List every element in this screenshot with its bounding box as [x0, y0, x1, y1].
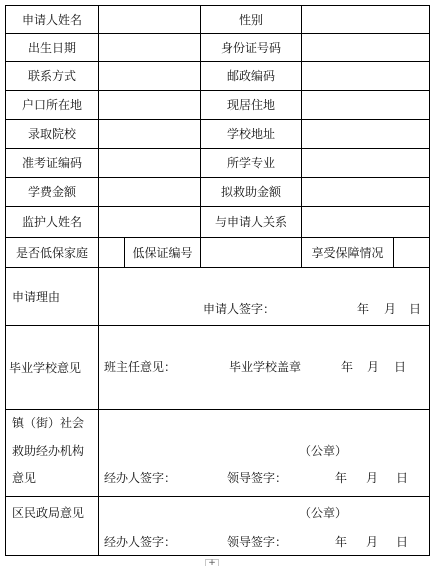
plus-icon[interactable] — [205, 559, 219, 566]
label-graduation-school-opinion: 毕业学校意见 — [9, 360, 82, 375]
label-postal-code: 邮政编码 — [226, 69, 275, 83]
graduation-year-label: 年 — [341, 360, 354, 374]
civil-affairs-seal-label: （公章） — [299, 506, 348, 520]
major-field[interactable] — [302, 149, 429, 177]
label-school-address: 学校地址 — [226, 127, 275, 141]
social-aid-label-line2: 救助经办机构 — [12, 444, 85, 458]
birth-date-field[interactable] — [99, 34, 200, 61]
graduation-day-label: 日 — [394, 360, 407, 374]
id-number-field[interactable] — [302, 34, 429, 61]
label-application-reason: 申请理由 — [12, 289, 61, 304]
label-relation-to-applicant: 与申请人关系 — [214, 215, 287, 229]
security-status-field[interactable] — [394, 238, 429, 267]
label-low-income-cert-number: 低保证编号 — [132, 245, 193, 260]
label-security-status: 享受保障情况 — [311, 245, 384, 260]
civil-affairs-leader-sign-label: 领导签字： — [227, 535, 288, 549]
label-low-income-family: 是否低保家庭 — [15, 245, 88, 260]
label-applicant-name: 申请人姓名 — [21, 12, 82, 27]
social-aid-year-label: 年 — [335, 471, 348, 485]
social-aid-label-line3: 意见 — [12, 471, 37, 485]
gender-field[interactable] — [302, 6, 429, 33]
label-gender: 性别 — [238, 12, 263, 27]
social-aid-month-label: 月 — [366, 471, 379, 485]
application-reason-field[interactable] — [99, 268, 429, 325]
guardian-name-field[interactable] — [99, 207, 200, 237]
applicant-signature-label: 申请人签字： — [203, 302, 276, 316]
label-proposed-aid-amount: 拟救助金额 — [220, 185, 281, 199]
social-aid-day-label: 日 — [396, 471, 409, 485]
reason-month-label: 月 — [384, 302, 397, 316]
label-tuition-amount: 学费金额 — [27, 185, 76, 199]
exam-ticket-number-field[interactable] — [99, 149, 200, 177]
social-aid-label-line1: 镇（街）社会 — [12, 416, 85, 430]
label-major: 所学专业 — [226, 156, 275, 170]
reason-year-label: 年 — [357, 302, 370, 316]
teacher-opinion-label: 班主任意见： — [104, 360, 177, 374]
current-address-field[interactable] — [302, 91, 429, 119]
table-border-right — [429, 5, 430, 555]
label-current-address: 现居住地 — [226, 98, 275, 112]
label-guardian-name: 监护人姓名 — [21, 215, 82, 229]
row-divider — [5, 555, 430, 556]
label-admitted-school: 录取院校 — [27, 127, 76, 141]
low-income-cert-number-field[interactable] — [201, 238, 301, 267]
social-aid-leader-sign-label: 领导签字： — [227, 471, 288, 485]
graduation-month-label: 月 — [367, 360, 380, 374]
plus-icon-glyph: + — [208, 558, 216, 568]
relation-to-applicant-field[interactable] — [302, 207, 429, 237]
civil-affairs-day-label: 日 — [396, 535, 409, 549]
household-registration-field[interactable] — [99, 91, 200, 119]
label-household-registration: 户口所在地 — [21, 98, 82, 112]
reason-day-label: 日 — [409, 302, 422, 316]
admitted-school-field[interactable] — [99, 120, 200, 148]
civil-affairs-handler-sign-label: 经办人签字： — [104, 535, 177, 549]
social-aid-seal-label: （公章） — [299, 444, 348, 458]
school-address-field[interactable] — [302, 120, 429, 148]
tuition-amount-field[interactable] — [99, 178, 200, 206]
label-birth-date: 出生日期 — [27, 40, 76, 55]
civil-affairs-month-label: 月 — [366, 535, 379, 549]
label-exam-ticket-number: 准考证编码 — [21, 156, 82, 170]
social-aid-handler-sign-label: 经办人签字： — [104, 471, 177, 485]
applicant-name-field[interactable] — [99, 6, 200, 33]
civil-affairs-year-label: 年 — [335, 535, 348, 549]
label-contact: 联系方式 — [27, 69, 76, 83]
low-income-family-field[interactable] — [99, 238, 124, 267]
proposed-aid-amount-field[interactable] — [302, 178, 429, 206]
school-seal-label: 毕业学校盖章 — [229, 360, 302, 374]
contact-field[interactable] — [99, 62, 200, 90]
postal-code-field[interactable] — [302, 62, 429, 90]
label-id-number: 身份证号码 — [220, 40, 281, 55]
label-civil-affairs-opinion: 区民政局意见 — [12, 506, 85, 520]
